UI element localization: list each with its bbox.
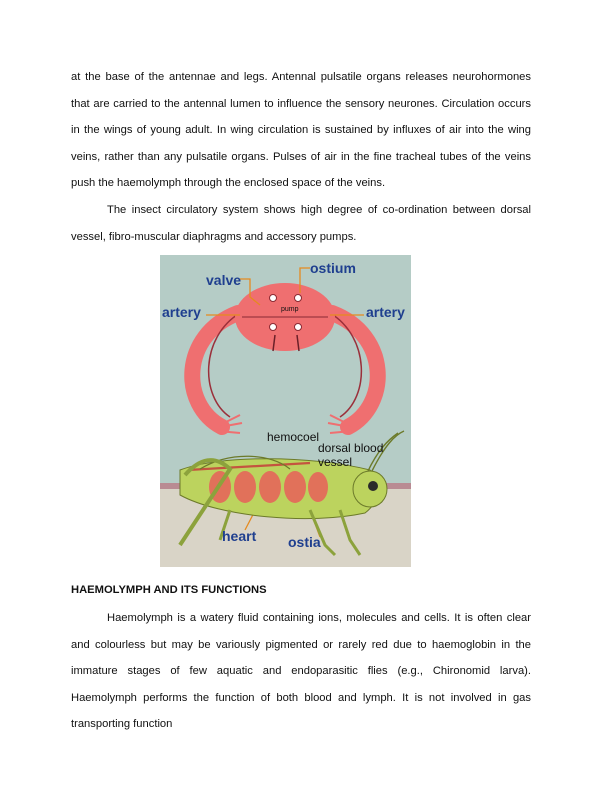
label-pump: pump (281, 306, 299, 313)
label-ostia: ostia (288, 534, 321, 550)
label-heart: heart (222, 528, 257, 544)
ostium-opening-1 (270, 295, 277, 302)
label-artery-left: artery (162, 304, 201, 320)
label-hemocoel: hemocoel (267, 430, 320, 444)
ostium-opening-3 (270, 324, 277, 331)
label-ostium: ostium (310, 260, 356, 276)
label-vessel: vessel (318, 455, 353, 469)
circulatory-diagram (160, 255, 411, 567)
ostium-opening-4 (295, 324, 302, 331)
body-paragraph-haemolymph: Haemolymph is a watery fluid containing ions, molecules and cells. It is often clear and colourless but may be variously pigmented or rarely red due to haemoglobin in the immature stages of few aquatic and endoparasitic flies (e.g., Chironomid larva). Haemolymph performs the function of both blood and lymph. It is not involved in gas transporting function (71, 612, 531, 730)
body-paragraph-coordination: The insect circulatory system shows high degree of co-ordination between dorsal vessel, fibro-muscular diaphragms and accessory pumps. (71, 204, 531, 243)
ostium-opening-2 (295, 295, 302, 302)
label-dorsal-blood: dorsal blood (318, 441, 384, 455)
section-heading: HAEMOLYMPH AND ITS FUNCTIONS (71, 584, 267, 596)
body-paragraph-continuation: at the base of the antennae and legs. Antennal pulsatile organs releases neurohormones that are carried to the antennal lumen to influence the sensory neurones. Circulation occurs in the wings of young adult. In wing circulation is sustained by influxes of air into the wing veins, rather than any pulsatile organs. Pulses of air in the fine tracheal tubes of the veins push the haemolymph through the enclosed space of the veins. (71, 71, 531, 189)
label-valve: valve (206, 272, 242, 288)
circulatory-system-figure (160, 255, 411, 567)
label-artery-right: artery (366, 304, 405, 320)
